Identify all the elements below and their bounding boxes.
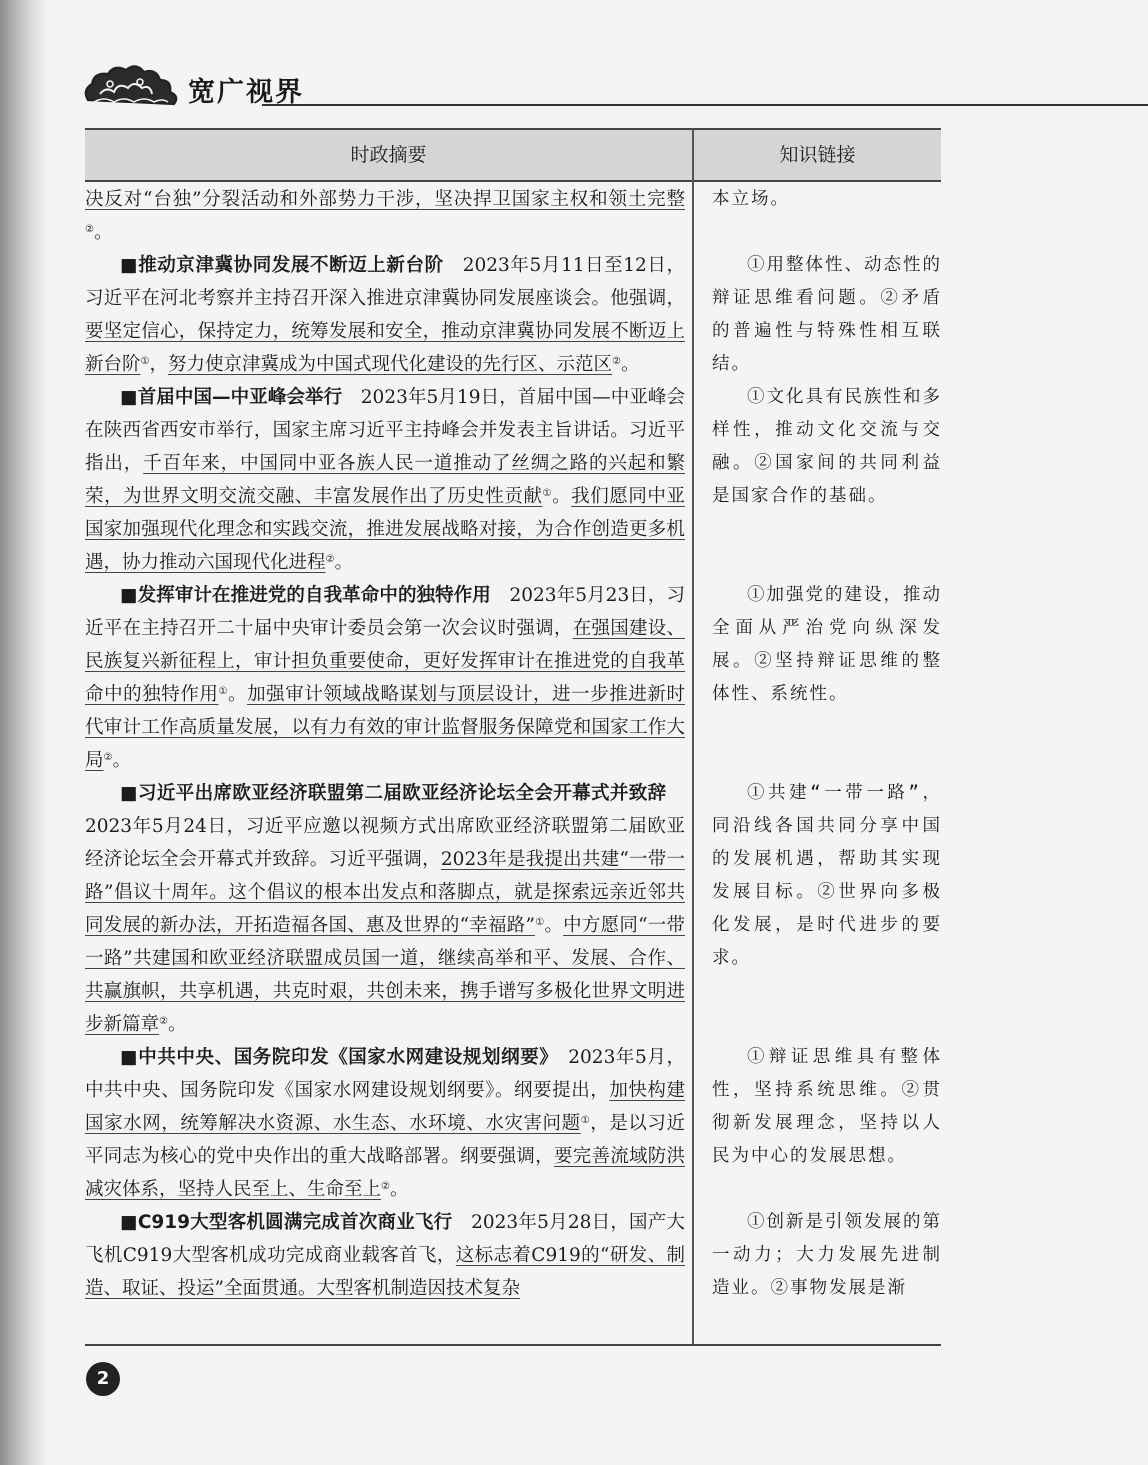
news-text: 2023年5月11日至12日，习近平在河北考察并主持召开深入推进京津冀协同发展座谈会。他强调， [85,255,685,309]
page-header [80,60,1070,110]
news-item-heading: ■习近平出席欧亚经济联盟第二届欧亚经济论坛全会开幕式并致辞 [120,783,667,804]
news-text: 。 [389,1179,409,1200]
news-column [85,183,686,1299]
footnote-marker: ② [612,356,621,367]
news-item [85,777,685,1041]
news-table [85,128,941,1346]
knowledge-note: ①共建“一带一路”，同沿线各国共同分享中国的发展机遇，帮助其实现发展目标。②世界向多极化发展，是时代进步的要求。 [712,783,942,968]
knowledge-note: ①文化具有民族性和多样性，推动文化交流与交融。②国家间的共同利益是国家合作的基础。 [712,387,942,506]
knowledge-note: ①创新是引领发展的第一动力；大力发展先进制造业。②事物发展是渐 [712,1212,942,1298]
footnote-marker: ① [580,1115,591,1126]
news-text: 。 [544,915,564,936]
column-header-knowledge: 知识链接 [779,144,856,166]
news-item [85,1206,685,1305]
underlined-text: 加强审计领域战略谋划与顶层设计，进一步推进新时代审计工作高质量发展，以有力有效的审计监督服务保障党和国家工作大局 [85,684,685,771]
footnote-marker: ① [140,356,150,367]
page-number: 2 [86,1362,120,1396]
table-header [85,128,941,182]
footnote-marker: ① [534,917,545,928]
news-item [85,249,685,381]
news-text: ， [149,354,168,375]
column-divider [692,128,694,1346]
news-text: 。 [620,354,640,375]
footnote-marker: ② [103,752,113,763]
footnote-marker: ② [159,1016,168,1027]
news-item [85,1041,685,1206]
news-item-heading: ■首届中国—中亚峰会举行 [120,387,343,408]
section-title: 宽广视界 [188,77,304,108]
news-text: 2023年5月19日，首届中国—中亚峰会在陕西省西安市举行，国家主席习近平主持峰会并发表主旨讲话。习近平指出， [85,387,685,474]
knowledge-note: ①用整体性、动态性的辩证思维看问题。②矛盾的普遍性与特殊性相互联结。 [712,255,942,374]
news-item [85,381,685,579]
news-text: 。 [112,750,131,771]
news-text: 。 [552,486,572,507]
news-text: ，是以习近平同志为核心的党中央作出的重大战略部署。纲要强调， [85,1113,685,1167]
underlined-text: 要坚定信心，保持定力，统筹发展和安全，推动京津冀协同发展不断迈上新台阶 [85,321,685,375]
underlined-text: 中方愿同“一带一路”共建国和欧亚经济联盟成员国一道，继续高举和平、发展、合作、共赢旗帜，共享机遇，共克时艰，共创未来，携手谱写多极化世界文明进步新篇章 [85,915,685,1035]
knowledge-note: ①加强党的建设，推动全面从严治党向纵深发展。②坚持辩证思维的整体性、系统性。 [712,585,942,704]
underlined-text: 千百年来，中国同中亚各族人民一道推动了丝绸之路的兴起和繁荣，为世界文明交流交融、丰富发展作出了历史性贡献 [85,453,685,507]
news-item-heading: ■发挥审计在推进党的自我革命中的独特作用 [120,585,491,606]
underlined-text: 加快构建国家水网，统筹解决水资源、水生态、水环境、水灾害问题 [85,1080,685,1134]
news-item-heading: ■中共中央、国务院印发《国家水网建设规划纲要》 [120,1047,550,1068]
footnote-marker: ① [542,488,553,499]
underlined-text: 这标志着C919的“研发、制造、取证、投运”全面贯通。大型客机制造因技术复杂 [85,1245,685,1299]
table-bottom-rule [85,1344,941,1346]
footnote-marker: ① [218,686,228,697]
footnote-marker: ② [85,224,94,235]
cloud-ornament-icon [80,62,188,108]
underlined-text: 决反对“台独”分裂活动和外部势力干涉，坚决捍卫国家主权和领土完整 [85,189,685,210]
column-header-news: 时政摘要 [350,144,427,166]
underlined-text: 要完善流域防洪减灾体系，坚持人民至上、生命至上 [85,1146,685,1200]
news-item-heading: ■C919大型客机圆满完成首次商业飞行 [120,1212,453,1233]
header-rule [262,104,1148,106]
news-text: 2023年5月，中共中央、国务院印发《国家水网建设规划纲要》。纲要提出， [85,1047,686,1101]
news-text: 。 [334,552,353,573]
underlined-text: 努力使京津冀成为中国式现代化建设的先行区、示范区 [168,354,613,375]
knowledge-note: ①辩证思维具有整体性，坚持系统思维。②贯彻新发展理念，坚持以人民为中心的发展思想。 [712,1047,942,1166]
news-item-heading: ■推动京津冀协同发展不断迈上新台阶 [120,255,444,276]
footnote-marker: ② [381,1181,390,1192]
news-item [85,183,685,249]
news-text: 。 [93,222,113,243]
footnote-marker: ② [325,554,335,565]
underlined-text: 2023年是我提出共建“一带一路”倡议十周年。这个倡议的根本出发点和落脚点，就是探索远亲近邻共同发展的新办法，开拓造福各国、惠及世界的“幸福路” [85,849,685,936]
underlined-text: 我们愿同中亚国家加强现代化理念和实践交流，推进发展战略对接，为合作创造更多机遇，协力推动六国现代化进程 [85,486,685,573]
news-text: 2023年5月23日，习近平在主持召开二十届中央审计委员会第一次会议时强调， [85,585,685,639]
news-item [85,579,685,777]
news-text: 2023年5月28日，国产大飞机C919大型客机成功完成商业载客首飞， [85,1212,685,1266]
knowledge-note: 本立场。 [712,189,790,209]
news-text: 2023年5月24日，习近平应邀以视频方式出席欧亚经济联盟第二届欧亚经济论坛全会开幕式并致辞。习近平强调， [85,783,685,870]
news-text: 。 [167,1014,187,1035]
book-spine-shadow [0,0,48,1465]
underlined-text: 在强国建设、民族复兴新征程上，审计担负重要使命，更好发挥审计在推进党的自我革命中的独特作用 [85,618,685,705]
news-text: 。 [227,684,248,705]
